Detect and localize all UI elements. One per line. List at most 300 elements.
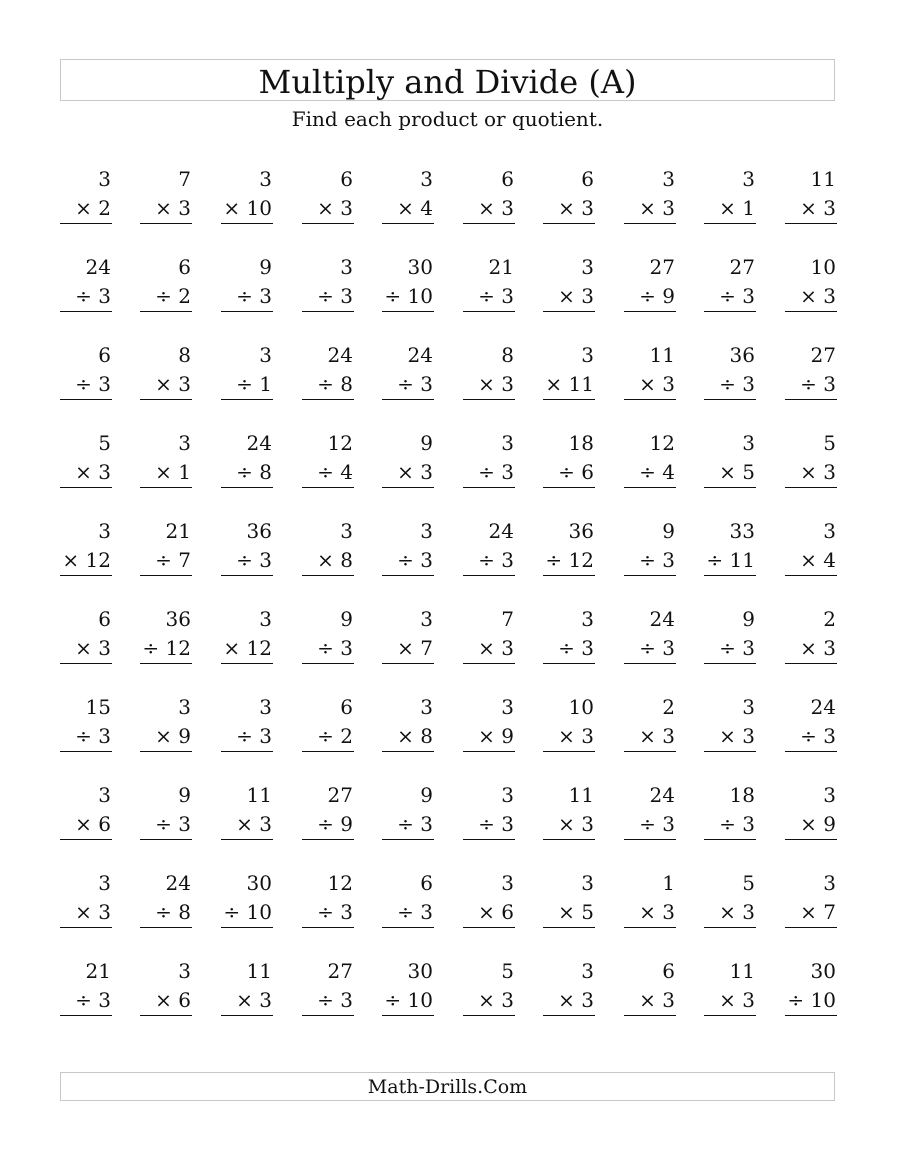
problem-operator-number: × 3 [800,460,836,484]
problem-item [463,429,515,489]
problem-item [543,869,595,929]
problem-item [221,957,273,1017]
answer-line [785,663,837,664]
answer-line [624,487,676,488]
problem-item [704,957,756,1017]
problem-operator-number: ÷ 3 [639,812,675,836]
problem-item [302,253,354,313]
problem-first-number: 24 [327,343,353,367]
problem-first-number: 36 [165,607,191,631]
problem-item [221,693,273,753]
problem-item [704,781,756,841]
answer-line [624,575,676,576]
problem-item [140,693,192,753]
answer-line [543,663,595,664]
problem-first-number: 5 [823,431,836,455]
problem-item [543,253,595,313]
answer-line [463,1015,515,1016]
problem-first-number: 3 [581,959,594,983]
problem-item [140,253,192,313]
answer-line [221,311,273,312]
problem-operator-number: × 9 [155,724,191,748]
answer-line [60,311,112,312]
answer-line [221,399,273,400]
problem-first-number: 11 [246,783,272,807]
problem-first-number: 24 [407,343,433,367]
answer-line [785,311,837,312]
answer-line [624,927,676,928]
problem-operator-number: × 3 [639,900,675,924]
problem-operator-number: × 7 [800,900,836,924]
answer-line [60,927,112,928]
answer-line [463,927,515,928]
problem-item [60,165,112,225]
problem-operator-number: ÷ 11 [706,548,755,572]
problem-item [624,341,676,401]
problem-item [543,517,595,577]
problem-operator-number: × 3 [558,724,594,748]
answer-line [302,663,354,664]
problem-first-number: 6 [501,167,514,191]
problem-operator-number: × 8 [397,724,433,748]
problem-item [463,517,515,577]
problem-first-number: 12 [327,431,353,455]
problem-operator-number: ÷ 3 [155,812,191,836]
problem-first-number: 6 [581,167,594,191]
problem-item [60,957,112,1017]
problem-first-number: 2 [662,695,675,719]
problem-item [785,957,837,1017]
problem-first-number: 10 [810,255,836,279]
answer-line [624,839,676,840]
problem-operator-number: × 6 [75,812,111,836]
answer-line [302,839,354,840]
problem-operator-number: ÷ 4 [317,460,353,484]
problem-item [704,605,756,665]
problem-first-number: 3 [420,607,433,631]
answer-line [704,751,756,752]
problem-operator-number: ÷ 3 [397,900,433,924]
problem-operator-number: × 11 [545,372,594,396]
problem-operator-number: × 3 [639,196,675,220]
problem-operator-number: ÷ 3 [317,636,353,660]
problem-operator-number: × 3 [397,460,433,484]
problem-first-number: 7 [501,607,514,631]
problem-first-number: 5 [501,959,514,983]
problem-item [704,869,756,929]
problem-operator-number: ÷ 3 [639,636,675,660]
problem-first-number: 6 [420,871,433,895]
problem-first-number: 11 [810,167,836,191]
problem-first-number: 3 [823,871,836,895]
problem-item [221,253,273,313]
problem-item [785,693,837,753]
problem-first-number: 9 [742,607,755,631]
problem-first-number: 2 [823,607,836,631]
problem-operator-number: ÷ 8 [155,900,191,924]
problem-item [704,517,756,577]
problem-item [463,253,515,313]
answer-line [463,311,515,312]
answer-line [60,839,112,840]
problem-first-number: 3 [581,255,594,279]
answer-line [60,575,112,576]
problem-operator-number: ÷ 3 [397,812,433,836]
answer-line [543,1015,595,1016]
problem-operator-number: ÷ 10 [384,988,433,1012]
problem-item [221,429,273,489]
problem-first-number: 24 [649,783,675,807]
answer-line [463,399,515,400]
problem-first-number: 24 [246,431,272,455]
problem-item [463,957,515,1017]
problem-first-number: 27 [327,959,353,983]
problem-item [543,693,595,753]
problem-first-number: 33 [729,519,755,543]
problem-item [785,253,837,313]
problem-first-number: 3 [581,343,594,367]
problem-operator-number: × 3 [478,636,514,660]
problem-item [463,869,515,929]
problem-operator-number: ÷ 3 [558,636,594,660]
answer-line [302,1015,354,1016]
problem-first-number: 3 [178,695,191,719]
problem-operator-number: × 12 [62,548,111,572]
problem-item [785,869,837,929]
problem-item [382,165,434,225]
answer-line [382,487,434,488]
answer-line [785,399,837,400]
problem-first-number: 3 [420,695,433,719]
problem-operator-number: ÷ 10 [787,988,836,1012]
problem-first-number: 3 [178,959,191,983]
problem-first-number: 6 [98,607,111,631]
answer-line [302,575,354,576]
problem-operator-number: ÷ 3 [75,988,111,1012]
answer-line [785,575,837,576]
problem-operator-number: × 6 [155,988,191,1012]
answer-line [785,487,837,488]
problem-item [624,693,676,753]
problem-operator-number: × 3 [317,196,353,220]
problem-item [302,781,354,841]
problem-item [60,253,112,313]
problem-first-number: 3 [501,695,514,719]
problem-first-number: 27 [649,255,675,279]
problem-operator-number: ÷ 2 [155,284,191,308]
answer-line [302,311,354,312]
answer-line [704,575,756,576]
problem-item [382,429,434,489]
problem-item [140,165,192,225]
problem-operator-number: ÷ 3 [478,284,514,308]
problem-item [785,429,837,489]
problem-operator-number: ÷ 3 [639,548,675,572]
problem-operator-number: × 3 [236,988,272,1012]
problem-item [302,957,354,1017]
problem-first-number: 27 [729,255,755,279]
problem-first-number: 21 [165,519,191,543]
answer-line [785,927,837,928]
problem-first-number: 3 [501,431,514,455]
problem-item [140,341,192,401]
answer-line [382,751,434,752]
answer-line [221,487,273,488]
problem-item [60,693,112,753]
answer-line [704,311,756,312]
problem-operator-number: × 3 [478,372,514,396]
problem-item [624,429,676,489]
problem-operator-number: × 3 [558,284,594,308]
problem-item [624,605,676,665]
answer-line [463,223,515,224]
problem-first-number: 24 [810,695,836,719]
answer-line [140,751,192,752]
problem-first-number: 18 [568,431,594,455]
problem-first-number: 3 [420,519,433,543]
problem-operator-number: ÷ 3 [800,724,836,748]
answer-line [704,663,756,664]
problem-item [382,605,434,665]
problem-first-number: 3 [98,783,111,807]
problem-item [60,517,112,577]
problem-item [543,341,595,401]
problem-operator-number: ÷ 4 [639,460,675,484]
problem-first-number: 3 [662,167,675,191]
problem-item [382,341,434,401]
answer-line [221,663,273,664]
problem-item [624,957,676,1017]
problem-item [785,605,837,665]
problem-first-number: 30 [407,959,433,983]
answer-line [302,487,354,488]
problem-first-number: 9 [340,607,353,631]
answer-line [60,663,112,664]
answer-line [704,927,756,928]
problem-first-number: 3 [581,607,594,631]
problem-operator-number: × 3 [558,988,594,1012]
problem-item [624,869,676,929]
answer-line [624,399,676,400]
problem-item [382,781,434,841]
problem-first-number: 10 [568,695,594,719]
problem-item [543,781,595,841]
problem-operator-number: ÷ 3 [800,372,836,396]
answer-line [624,1015,676,1016]
problem-operator-number: ÷ 8 [317,372,353,396]
problem-item [302,517,354,577]
problem-item [302,429,354,489]
problem-operator-number: × 4 [800,548,836,572]
answer-line [221,751,273,752]
problem-operator-number: ÷ 2 [317,724,353,748]
answer-line [785,839,837,840]
answer-line [221,575,273,576]
problem-first-number: 6 [98,343,111,367]
problem-item [463,165,515,225]
problem-operator-number: × 5 [558,900,594,924]
answer-line [785,223,837,224]
problem-first-number: 12 [649,431,675,455]
answer-line [624,663,676,664]
problem-operator-number: ÷ 12 [545,548,594,572]
answer-line [221,839,273,840]
problem-item [140,605,192,665]
problem-item [60,429,112,489]
answer-line [140,575,192,576]
problem-first-number: 5 [742,871,755,895]
problem-operator-number: × 12 [223,636,272,660]
problem-item [704,429,756,489]
problem-item [543,605,595,665]
problem-operator-number: × 8 [317,548,353,572]
problem-operator-number: ÷ 3 [75,372,111,396]
problem-first-number: 3 [742,167,755,191]
problem-operator-number: × 3 [719,724,755,748]
problem-first-number: 9 [178,783,191,807]
problem-operator-number: ÷ 3 [75,284,111,308]
problem-operator-number: × 10 [223,196,272,220]
answer-line [704,487,756,488]
answer-line [221,927,273,928]
answer-line [543,751,595,752]
answer-line [60,1015,112,1016]
problem-item [624,253,676,313]
problem-first-number: 6 [662,959,675,983]
answer-line [140,487,192,488]
answer-line [463,663,515,664]
problem-item [60,341,112,401]
problem-first-number: 3 [420,167,433,191]
problem-item [624,165,676,225]
problem-operator-number: × 4 [397,196,433,220]
answer-line [543,311,595,312]
problem-first-number: 3 [823,519,836,543]
problem-operator-number: × 3 [800,284,836,308]
problem-first-number: 9 [420,783,433,807]
problem-item [302,693,354,753]
answer-line [704,839,756,840]
answer-line [624,223,676,224]
problem-first-number: 7 [178,167,191,191]
problem-item [302,605,354,665]
problem-first-number: 8 [501,343,514,367]
problem-first-number: 6 [340,167,353,191]
problem-operator-number: × 3 [800,196,836,220]
problem-operator-number: ÷ 7 [155,548,191,572]
problem-item [543,165,595,225]
answer-line [60,751,112,752]
problem-operator-number: ÷ 3 [236,284,272,308]
answer-line [704,399,756,400]
problem-operator-number: × 7 [397,636,433,660]
problem-item [302,869,354,929]
problem-first-number: 24 [649,607,675,631]
problem-operator-number: × 3 [639,372,675,396]
problem-operator-number: ÷ 6 [558,460,594,484]
problem-operator-number: × 3 [800,636,836,660]
problem-operator-number: ÷ 3 [719,636,755,660]
problem-first-number: 6 [340,695,353,719]
problem-item [463,781,515,841]
problem-item [60,869,112,929]
problem-operator-number: ÷ 8 [236,460,272,484]
footer-credit: Math-Drills.Com [60,1072,835,1101]
answer-line [785,751,837,752]
problem-first-number: 30 [407,255,433,279]
problem-operator-number: ÷ 10 [223,900,272,924]
problem-operator-number: ÷ 3 [317,900,353,924]
answer-line [704,1015,756,1016]
answer-line [543,487,595,488]
problem-item [140,869,192,929]
problem-item [382,693,434,753]
problem-first-number: 3 [742,431,755,455]
answer-line [60,223,112,224]
problem-operator-number: × 5 [719,460,755,484]
problem-first-number: 9 [420,431,433,455]
problem-first-number: 21 [488,255,514,279]
problem-operator-number: ÷ 1 [236,372,272,396]
problem-item [221,869,273,929]
answer-line [382,223,434,224]
problem-operator-number: × 3 [155,372,191,396]
answer-line [624,751,676,752]
answer-line [382,1015,434,1016]
problem-operator-number: ÷ 3 [397,548,433,572]
problem-operator-number: × 3 [75,636,111,660]
problem-item [624,781,676,841]
problem-operator-number: ÷ 3 [478,548,514,572]
problem-first-number: 1 [662,871,675,895]
problem-item [140,957,192,1017]
answer-line [543,927,595,928]
problem-operator-number: × 2 [75,196,111,220]
problem-item [140,517,192,577]
problem-item [60,605,112,665]
problem-item [221,165,273,225]
problem-item [704,693,756,753]
problem-item [221,517,273,577]
problem-item [221,341,273,401]
problem-first-number: 30 [246,871,272,895]
problem-first-number: 24 [85,255,111,279]
problem-first-number: 21 [85,959,111,983]
problem-item [302,165,354,225]
problem-item [302,341,354,401]
problem-item [382,957,434,1017]
problem-item [221,781,273,841]
answer-line [140,927,192,928]
answer-line [543,575,595,576]
problem-first-number: 3 [501,871,514,895]
problem-item [704,165,756,225]
problem-operator-number: ÷ 3 [236,724,272,748]
problem-operator-number: × 3 [75,460,111,484]
answer-line [463,575,515,576]
answer-line [302,399,354,400]
problem-first-number: 12 [327,871,353,895]
answer-line [221,223,273,224]
answer-line [140,1015,192,1016]
problem-item [140,781,192,841]
problem-operator-number: ÷ 12 [142,636,191,660]
problem-first-number: 36 [246,519,272,543]
problem-item [221,605,273,665]
problem-operator-number: × 9 [800,812,836,836]
problem-item [382,869,434,929]
problem-first-number: 3 [259,167,272,191]
